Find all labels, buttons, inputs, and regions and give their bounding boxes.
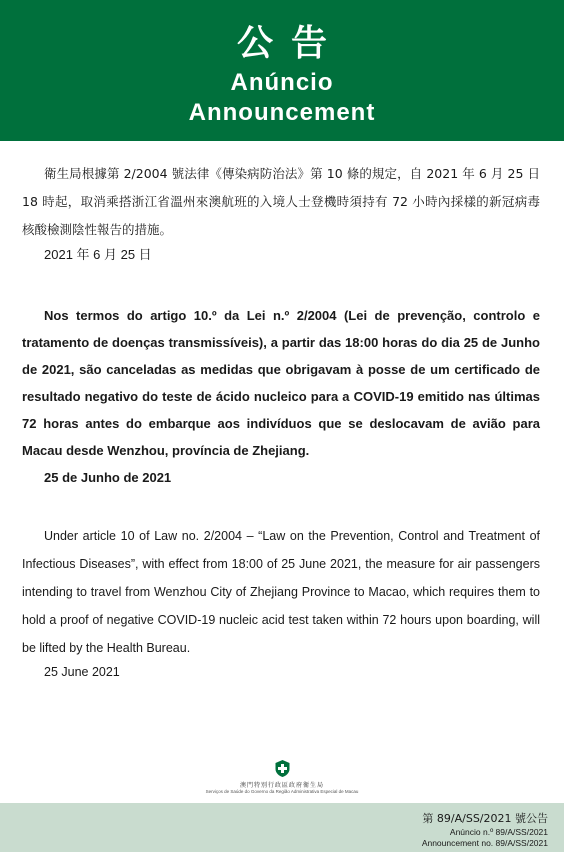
reference-number-zh: 第 89/A/SS/2021 號公告 xyxy=(422,812,548,825)
reference-footer xyxy=(0,803,564,852)
date-en: 25 June 2021 xyxy=(44,665,120,679)
health-bureau-emblem-icon xyxy=(274,759,291,778)
org-name-pt: Serviços de Saúde do Governo da Região Administrativa Especial de Macau xyxy=(205,789,359,794)
health-bureau-logo xyxy=(0,759,564,799)
announcement-text-en: Under article 10 of Law no. 2/2004 – “Law on the Prevention, Control and Treatment of Infectious Diseases”, with effect from 18:00 of 25 June 2021, the measure for air passengers intending to travel from Wenzhou City of Zhejiang Province to Macao, which requires them to hold a proof of negative COVID-19 nucleic acid test taken within 72 hours upon boarding, will be lifted by the Health Bureau. xyxy=(22,529,540,655)
org-name-zh: 澳門特別行政區政府衛生局 xyxy=(239,782,324,789)
announcement-text-pt: Nos termos do artigo 10.º da Lei n.º 2/2004 (Lei de prevenção, controlo e tratamento de doenças transmissíveis), a partir das 18:00 horas do dia 25 de Junho de 2021, são canceladas as medidas que obrigavam à posse de um certificado de resultado negativo do teste de ácido nucleico para a COVID-19 emitido nas últimas 72 horas antes do embarque aos indivíduos que se deslocavam de avião para Macau desde Wenzhou, província de Zhejiang. xyxy=(22,308,540,458)
announcement-text-zh: 衛生局根據第 2/2004 號法律《傳染病防治法》第 10 條的規定，自 2021 年 6 月 25 日 18 時起，取消乘搭浙江省溫州來澳航班的入境人士登機時須持有 72 小時內採樣的新冠病毒核酸檢測陰性報告的措施。 xyxy=(22,166,540,237)
reference-number-pt: Anúncio n.º 89/A/SS/2021 xyxy=(449,827,548,837)
title-en: Announcement xyxy=(188,99,376,126)
date-pt: 25 de Junho de 2021 xyxy=(44,470,172,485)
title-zh: 公告 xyxy=(236,23,345,64)
title-pt: Anúncio xyxy=(230,69,334,96)
announcement-header xyxy=(0,0,564,141)
date-zh: 2021 年 6 月 25 日 xyxy=(44,247,152,262)
reference-number-en: Announcement no. 89/A/SS/2021 xyxy=(421,838,548,848)
